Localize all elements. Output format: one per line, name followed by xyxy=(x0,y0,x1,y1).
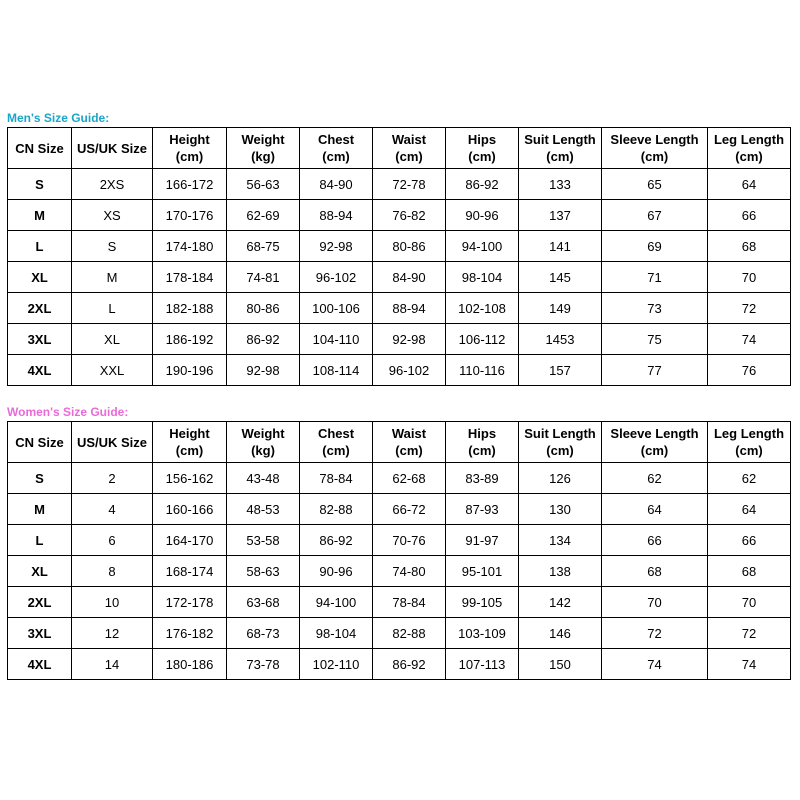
table-cell: 137 xyxy=(519,200,602,231)
table-cell: 14 xyxy=(72,649,153,680)
column-header xyxy=(227,128,300,169)
table-cell: 74 xyxy=(708,649,791,680)
table-cell: 70-76 xyxy=(373,525,446,556)
table-cell: 96-102 xyxy=(373,355,446,386)
column-header xyxy=(446,422,519,463)
column-header xyxy=(602,128,708,169)
table-cell: 134 xyxy=(519,525,602,556)
table-cell: 84-90 xyxy=(373,262,446,293)
column-header-label: Waist xyxy=(391,132,427,147)
table-row xyxy=(8,200,791,231)
cn-size-cell: 3XL xyxy=(8,618,72,649)
cn-size-cell: 3XL xyxy=(8,324,72,355)
table-cell: 83-89 xyxy=(446,463,519,494)
table-cell: 68-75 xyxy=(227,231,300,262)
table-row xyxy=(8,649,791,680)
column-header-label: Height xyxy=(169,132,210,147)
column-header-unit: (cm) xyxy=(735,443,763,458)
table-cell: 65 xyxy=(602,169,708,200)
table-cell: 149 xyxy=(519,293,602,324)
table-cell: 66 xyxy=(602,525,708,556)
table-cell: 145 xyxy=(519,262,602,293)
men-header-row xyxy=(8,128,791,169)
table-cell: 156-162 xyxy=(153,463,227,494)
column-header-unit: (cm) xyxy=(395,443,423,458)
table-row xyxy=(8,556,791,587)
table-cell: 64 xyxy=(708,169,791,200)
table-row xyxy=(8,231,791,262)
table-cell: 176-182 xyxy=(153,618,227,649)
table-cell: 74 xyxy=(708,324,791,355)
column-header-label: Waist xyxy=(391,426,427,441)
column-header-unit: (cm) xyxy=(546,149,574,164)
table-cell: 1453 xyxy=(519,324,602,355)
table-cell: 182-188 xyxy=(153,293,227,324)
cn-size-cell: XL xyxy=(8,262,72,293)
table-cell: 96-102 xyxy=(300,262,373,293)
table-cell: 74-81 xyxy=(227,262,300,293)
column-header-label: Weight xyxy=(241,132,285,147)
men-guide-title: Men's Size Guide: xyxy=(7,111,110,125)
table-cell: 80-86 xyxy=(227,293,300,324)
table-cell: 68 xyxy=(708,231,791,262)
women-header-row xyxy=(8,422,791,463)
table-cell: 172-178 xyxy=(153,587,227,618)
table-row xyxy=(8,169,791,200)
column-header-label: Suit Length xyxy=(524,132,596,147)
column-header-label: Hips xyxy=(467,426,497,441)
table-cell: 100-106 xyxy=(300,293,373,324)
table-cell: 82-88 xyxy=(373,618,446,649)
column-header-label: Leg Length xyxy=(713,426,785,441)
table-cell: 62-68 xyxy=(373,463,446,494)
column-header-label: US/UK Size xyxy=(76,434,148,450)
cn-size-cell: L xyxy=(8,231,72,262)
table-cell: 64 xyxy=(602,494,708,525)
table-cell: 72-78 xyxy=(373,169,446,200)
table-cell: M xyxy=(72,262,153,293)
table-cell: 77 xyxy=(602,355,708,386)
table-cell: 74 xyxy=(602,649,708,680)
table-cell: 12 xyxy=(72,618,153,649)
column-header-unit: (cm) xyxy=(640,149,669,164)
table-cell: 75 xyxy=(602,324,708,355)
column-header-unit: (cm) xyxy=(322,443,350,458)
table-cell: 63-68 xyxy=(227,587,300,618)
column-header-unit: (cm) xyxy=(468,443,496,458)
column-header-label: CN Size xyxy=(15,140,64,156)
column-header-unit: (cm) xyxy=(175,149,204,164)
men-size-guide xyxy=(7,110,790,386)
cn-size-cell: 2XL xyxy=(8,293,72,324)
cn-size-cell: XL xyxy=(8,556,72,587)
column-header-unit: (cm) xyxy=(395,149,423,164)
table-cell: 64 xyxy=(708,494,791,525)
table-cell: 76 xyxy=(708,355,791,386)
column-header xyxy=(300,128,373,169)
table-cell: 88-94 xyxy=(300,200,373,231)
table-cell: 108-114 xyxy=(300,355,373,386)
column-header-label: Weight xyxy=(241,426,285,441)
table-cell: 88-94 xyxy=(373,293,446,324)
table-cell: 76-82 xyxy=(373,200,446,231)
table-cell: 73 xyxy=(602,293,708,324)
column-header-label: Sleeve Length xyxy=(610,426,699,441)
table-row xyxy=(8,494,791,525)
table-cell: 68-73 xyxy=(227,618,300,649)
table-cell: 2XS xyxy=(72,169,153,200)
column-header xyxy=(72,422,153,463)
table-cell: 106-112 xyxy=(446,324,519,355)
table-cell: 102-110 xyxy=(300,649,373,680)
table-cell: 70 xyxy=(708,587,791,618)
table-cell: 141 xyxy=(519,231,602,262)
table-cell: 74-80 xyxy=(373,556,446,587)
table-cell: 160-166 xyxy=(153,494,227,525)
table-cell: 58-63 xyxy=(227,556,300,587)
column-header-unit: (kg) xyxy=(251,149,275,164)
table-cell: 186-192 xyxy=(153,324,227,355)
table-cell: 90-96 xyxy=(300,556,373,587)
women-table-body xyxy=(8,463,791,680)
table-cell: 91-97 xyxy=(446,525,519,556)
column-header-unit: (cm) xyxy=(322,149,350,164)
column-header-unit: (cm) xyxy=(546,443,574,458)
table-cell: 70 xyxy=(602,587,708,618)
column-header xyxy=(8,128,72,169)
table-cell: 62 xyxy=(602,463,708,494)
column-header xyxy=(373,128,446,169)
column-header xyxy=(446,128,519,169)
table-cell: 107-113 xyxy=(446,649,519,680)
table-cell: 71 xyxy=(602,262,708,293)
women-size-guide xyxy=(7,404,790,680)
cn-size-cell: M xyxy=(8,494,72,525)
table-cell: 6 xyxy=(72,525,153,556)
table-cell: 43-48 xyxy=(227,463,300,494)
column-header xyxy=(602,422,708,463)
table-cell: 180-186 xyxy=(153,649,227,680)
table-cell: 8 xyxy=(72,556,153,587)
column-header xyxy=(72,128,153,169)
table-cell: L xyxy=(72,293,153,324)
table-cell: 72 xyxy=(708,618,791,649)
column-header-label: Sleeve Length xyxy=(610,132,699,147)
table-cell: 72 xyxy=(602,618,708,649)
table-row xyxy=(8,324,791,355)
table-cell: XXL xyxy=(72,355,153,386)
column-header-label: Hips xyxy=(467,132,497,147)
table-cell: 133 xyxy=(519,169,602,200)
table-cell: 84-90 xyxy=(300,169,373,200)
table-cell: 95-101 xyxy=(446,556,519,587)
table-cell: 80-86 xyxy=(373,231,446,262)
column-header xyxy=(8,422,72,463)
table-cell: XL xyxy=(72,324,153,355)
table-row xyxy=(8,525,791,556)
column-header-label: Chest xyxy=(317,132,355,147)
table-cell: 53-58 xyxy=(227,525,300,556)
table-cell: 86-92 xyxy=(300,525,373,556)
table-row xyxy=(8,618,791,649)
column-header-label: Suit Length xyxy=(524,426,596,441)
men-size-table xyxy=(7,127,791,386)
column-header xyxy=(708,128,791,169)
column-header-label: Height xyxy=(169,426,210,441)
table-cell: 98-104 xyxy=(300,618,373,649)
table-cell: 78-84 xyxy=(300,463,373,494)
cn-size-cell: 4XL xyxy=(8,355,72,386)
table-cell: 86-92 xyxy=(373,649,446,680)
table-cell: 166-172 xyxy=(153,169,227,200)
table-cell: 62 xyxy=(708,463,791,494)
table-cell: 56-63 xyxy=(227,169,300,200)
cn-size-cell: 2XL xyxy=(8,587,72,618)
table-cell: 190-196 xyxy=(153,355,227,386)
table-cell: 66-72 xyxy=(373,494,446,525)
table-cell: XS xyxy=(72,200,153,231)
table-cell: 68 xyxy=(602,556,708,587)
table-row xyxy=(8,587,791,618)
table-cell: 87-93 xyxy=(446,494,519,525)
table-cell: 103-109 xyxy=(446,618,519,649)
column-header-label: CN Size xyxy=(15,434,64,450)
table-cell: 138 xyxy=(519,556,602,587)
table-cell: 102-108 xyxy=(446,293,519,324)
column-header-label: US/UK Size xyxy=(76,140,148,156)
table-cell: 142 xyxy=(519,587,602,618)
cn-size-cell: M xyxy=(8,200,72,231)
column-header xyxy=(227,422,300,463)
column-header xyxy=(153,128,227,169)
column-header-unit: (cm) xyxy=(468,149,496,164)
cn-size-cell: S xyxy=(8,463,72,494)
table-cell: 4 xyxy=(72,494,153,525)
table-cell: 164-170 xyxy=(153,525,227,556)
table-cell: 94-100 xyxy=(446,231,519,262)
table-cell: 10 xyxy=(72,587,153,618)
men-table-body xyxy=(8,169,791,386)
column-header xyxy=(519,128,602,169)
table-cell: 168-174 xyxy=(153,556,227,587)
table-cell: 110-116 xyxy=(446,355,519,386)
table-row xyxy=(8,355,791,386)
table-cell: 94-100 xyxy=(300,587,373,618)
table-cell: 157 xyxy=(519,355,602,386)
table-cell: 48-53 xyxy=(227,494,300,525)
cn-size-cell: L xyxy=(8,525,72,556)
women-guide-title: Women's Size Guide: xyxy=(7,405,129,419)
table-cell: 92-98 xyxy=(373,324,446,355)
table-row xyxy=(8,262,791,293)
table-cell: S xyxy=(72,231,153,262)
column-header-unit: (cm) xyxy=(175,443,204,458)
table-cell: 146 xyxy=(519,618,602,649)
table-cell: 66 xyxy=(708,525,791,556)
table-cell: 178-184 xyxy=(153,262,227,293)
table-cell: 130 xyxy=(519,494,602,525)
table-cell: 66 xyxy=(708,200,791,231)
table-cell: 67 xyxy=(602,200,708,231)
table-cell: 98-104 xyxy=(446,262,519,293)
table-row xyxy=(8,293,791,324)
column-header-unit: (cm) xyxy=(735,149,763,164)
column-header-unit: (kg) xyxy=(251,443,275,458)
table-cell: 150 xyxy=(519,649,602,680)
column-header-label: Chest xyxy=(317,426,355,441)
column-header-label: Leg Length xyxy=(713,132,785,147)
women-size-table xyxy=(7,421,791,680)
table-cell: 62-69 xyxy=(227,200,300,231)
table-cell: 82-88 xyxy=(300,494,373,525)
table-cell: 68 xyxy=(708,556,791,587)
table-cell: 2 xyxy=(72,463,153,494)
cn-size-cell: 4XL xyxy=(8,649,72,680)
table-cell: 174-180 xyxy=(153,231,227,262)
table-cell: 104-110 xyxy=(300,324,373,355)
table-cell: 99-105 xyxy=(446,587,519,618)
column-header xyxy=(300,422,373,463)
table-cell: 69 xyxy=(602,231,708,262)
column-header xyxy=(153,422,227,463)
table-cell: 86-92 xyxy=(227,324,300,355)
table-cell: 72 xyxy=(708,293,791,324)
table-cell: 92-98 xyxy=(300,231,373,262)
table-row xyxy=(8,463,791,494)
table-cell: 70 xyxy=(708,262,791,293)
table-cell: 170-176 xyxy=(153,200,227,231)
table-cell: 86-92 xyxy=(446,169,519,200)
column-header xyxy=(373,422,446,463)
table-cell: 126 xyxy=(519,463,602,494)
table-cell: 92-98 xyxy=(227,355,300,386)
column-header xyxy=(708,422,791,463)
column-header-unit: (cm) xyxy=(640,443,669,458)
table-cell: 90-96 xyxy=(446,200,519,231)
table-cell: 73-78 xyxy=(227,649,300,680)
cn-size-cell: S xyxy=(8,169,72,200)
column-header xyxy=(519,422,602,463)
table-cell: 78-84 xyxy=(373,587,446,618)
